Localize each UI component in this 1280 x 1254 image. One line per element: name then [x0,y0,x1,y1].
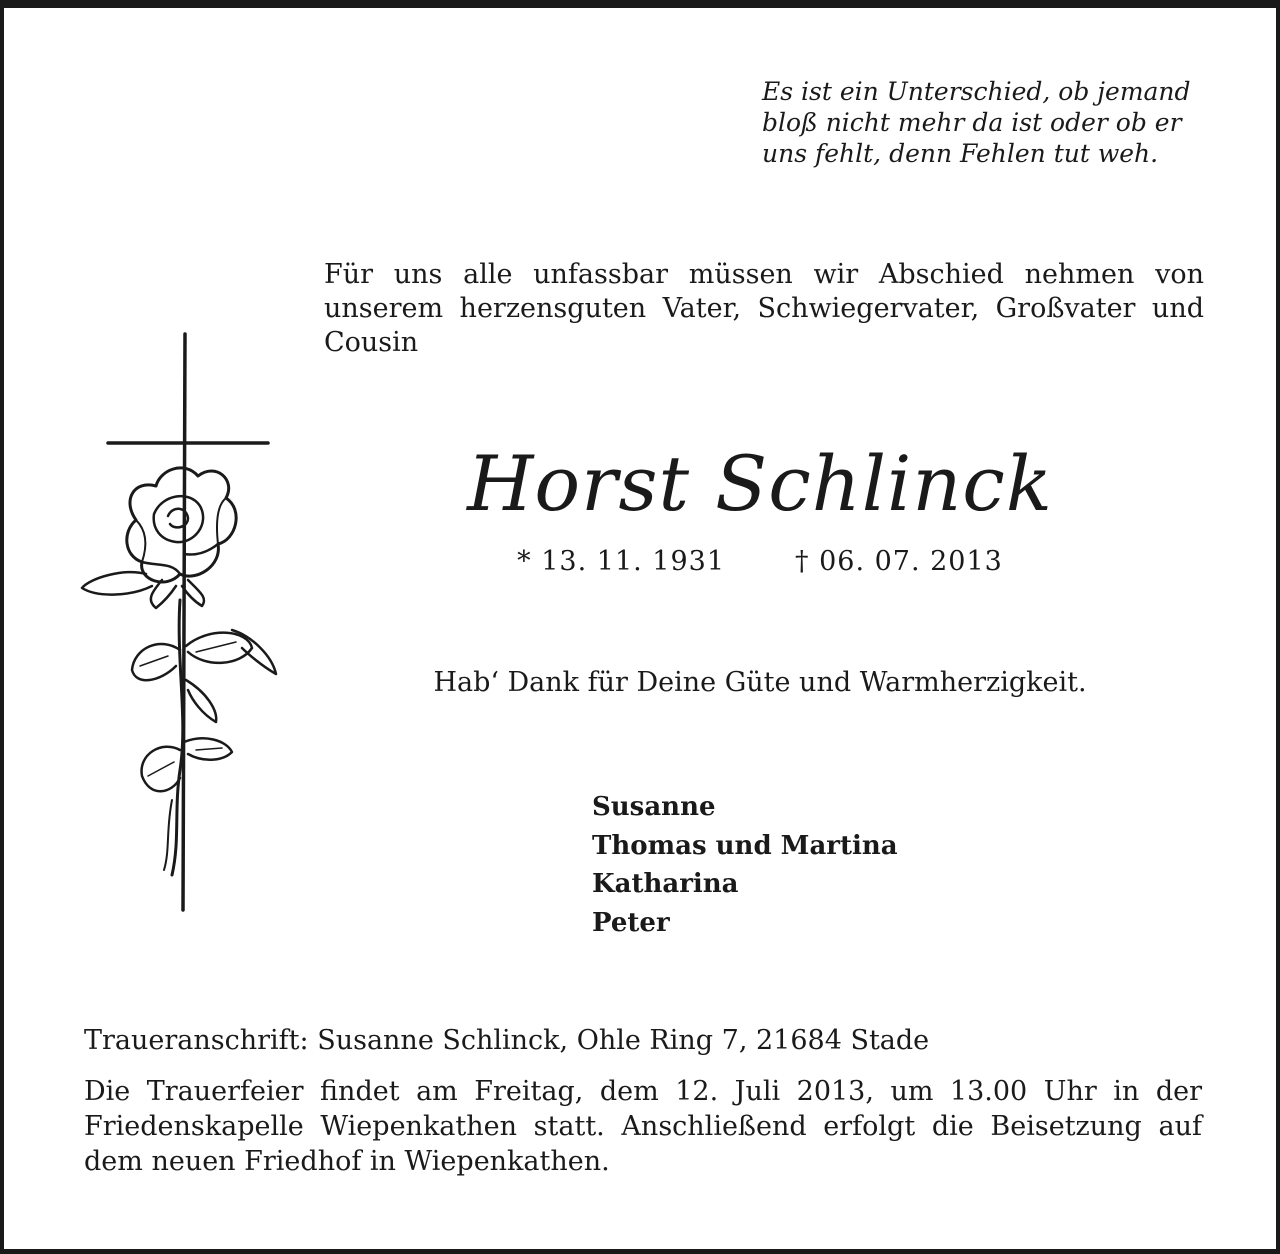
family-member: Katharina [592,869,739,899]
family-signatures [592,788,898,942]
family-member: Peter [592,907,670,938]
family-member: Susanne [592,792,716,822]
intro-text: Für uns alle unfassbar müssen wir Abschied nehmen von unserem herzensguten Vater, Schwiegervater, Großvater und Cousin [324,259,1204,358]
death-date: † 06. 07. 2013 [795,546,1003,577]
ceremony-details: Die Trauerfeier findet am Freitag, dem 12. Juli 2013, um 13.00 Uhr in der Friedenskapelle Wiepenkathen statt. Anschließend erfolgt die Beisetzung auf dem neuen Friedhof in Wiepenkathen. [84,1076,1202,1177]
motto-line: Es ist ein Unterschied, ob jemand [762,77,1191,106]
deceased-name: Horst Schlinck [467,439,1053,528]
life-dates [360,544,1160,580]
motto-line: bloß nicht mehr da ist oder ob er [762,108,1182,137]
cross-rose-icon [76,330,286,920]
motto-line: uns fehlt, denn Fehlen tut weh. [762,139,1159,168]
thanks-line: Hab‘ Dank für Deine Güte und Warmherzigkeit. [433,667,1087,698]
family-member: Thomas und Martina [592,830,898,861]
birth-date: * 13. 11. 1931 [517,546,725,577]
mourning-address: Traueranschrift: Susanne Schlinck, Ohle Ring 7, 21684 Stade [84,1025,930,1056]
motto-quote [762,76,1212,169]
